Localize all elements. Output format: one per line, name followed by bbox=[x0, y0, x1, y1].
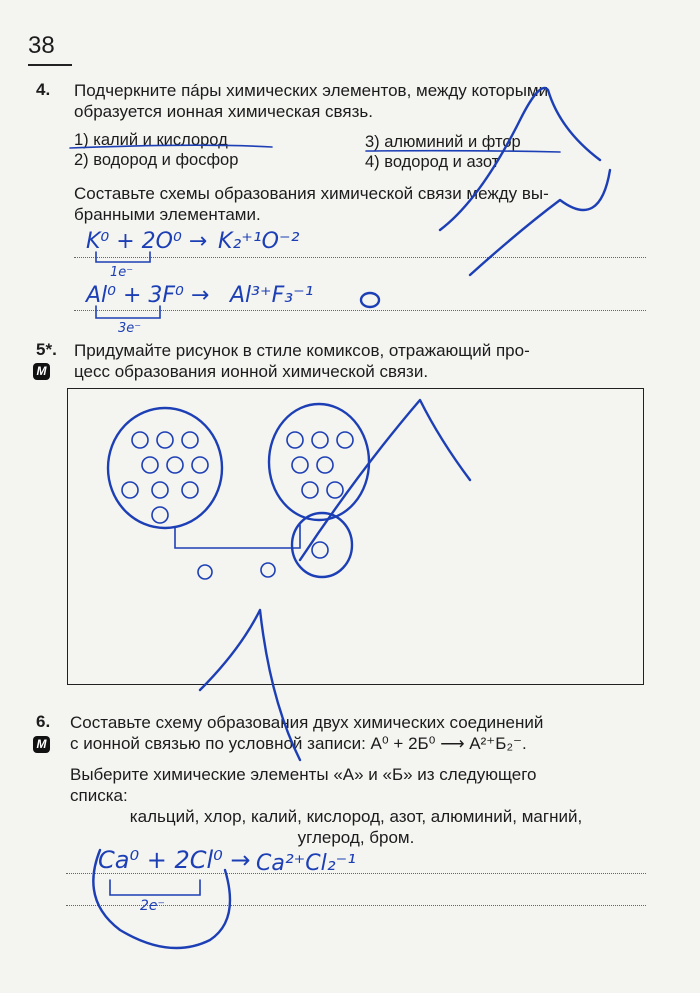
page-number-rule bbox=[28, 64, 72, 66]
hw-eq2-bracket bbox=[96, 306, 160, 318]
task-4-prompt-line2: образуется ионная химическая связь. bbox=[74, 102, 373, 121]
task-4-number: 4. bbox=[36, 80, 51, 99]
task-4-prompt bbox=[74, 80, 654, 122]
hw-eq3-bracket bbox=[110, 880, 200, 895]
task-6-number: 6. bbox=[36, 712, 51, 731]
scribble-dot bbox=[361, 293, 379, 307]
task-6-instruction bbox=[70, 764, 660, 806]
task-6-prompt-line1: Составьте схему образования двух химических соединений bbox=[70, 713, 544, 732]
task-4-option-4: 4) водород и азот bbox=[365, 153, 500, 171]
task-6-instruction-line1: Выберите химические элементы «А» и «Б» из следующего bbox=[70, 765, 537, 784]
task-6-list-line2: углерод, бром. bbox=[297, 828, 415, 847]
task-5-prompt-line2: цесс образования ионной химической связи. bbox=[74, 362, 429, 381]
comic-drawing-box[interactable] bbox=[67, 388, 644, 685]
page-number: 38 bbox=[28, 32, 55, 59]
hw-eq3-left: Ca⁰ + 2Cl⁰ → bbox=[98, 846, 251, 874]
task-6-prompt-line2: с ионной связью по условной записи: A⁰ + 2Б⁰ ⟶ A²⁺Б₂⁻. bbox=[70, 734, 527, 753]
hw-eq3-electron: 2e⁻ bbox=[140, 898, 165, 914]
hw-eq2-left: Al⁰ + 3F⁰ → bbox=[86, 283, 210, 308]
hw-eq2-electron: 3e⁻ bbox=[118, 321, 142, 336]
task-4-option-2: 2) водород и фосфор bbox=[74, 151, 239, 169]
hw-eq3-right: Ca²⁺Cl₂⁻¹ bbox=[256, 851, 356, 876]
task-5-number: 5*. bbox=[36, 340, 57, 359]
answer-line-3 bbox=[66, 873, 646, 874]
hw-eq2-right: Al³⁺F₃⁻¹ bbox=[230, 283, 314, 308]
task-5-prompt-line1: Придумайте рисунок в стиле комиксов, отражающий про- bbox=[74, 341, 530, 360]
task-5-m-badge: М bbox=[33, 363, 50, 380]
task-6-m-badge: М bbox=[33, 736, 50, 753]
task-4-option-3: 3) алюминий и фтор bbox=[365, 133, 521, 151]
task-4-option-1: 1) калий и кислород bbox=[74, 131, 228, 149]
task-4-instruction-line1: Составьте схемы образования химической связи между вы- bbox=[74, 184, 549, 203]
task-6-instruction-line2: списка: bbox=[70, 786, 128, 805]
task-4-instruction bbox=[74, 183, 654, 225]
task-4-instruction-line2: бранными элементами. bbox=[74, 205, 261, 224]
task-4-prompt-line1: Подчеркните пáры химических элементов, между которыми bbox=[74, 81, 549, 100]
task-5-prompt bbox=[74, 340, 654, 382]
answer-line-1 bbox=[74, 257, 646, 258]
answer-line-4 bbox=[66, 905, 646, 906]
task-6-list-line1: кальций, хлор, калий, кислород, азот, алюминий, магний, bbox=[129, 807, 583, 826]
answer-line-2 bbox=[74, 310, 646, 311]
hw-eq1-left: K⁰ + 2O⁰ → bbox=[86, 229, 208, 254]
task-6-element-list bbox=[66, 806, 646, 848]
task-6-prompt bbox=[70, 712, 660, 754]
hw-eq1-right: K₂⁺¹O⁻² bbox=[218, 229, 300, 254]
hw-eq1-electron: 1e⁻ bbox=[110, 265, 134, 280]
scribble-5 bbox=[93, 850, 230, 948]
